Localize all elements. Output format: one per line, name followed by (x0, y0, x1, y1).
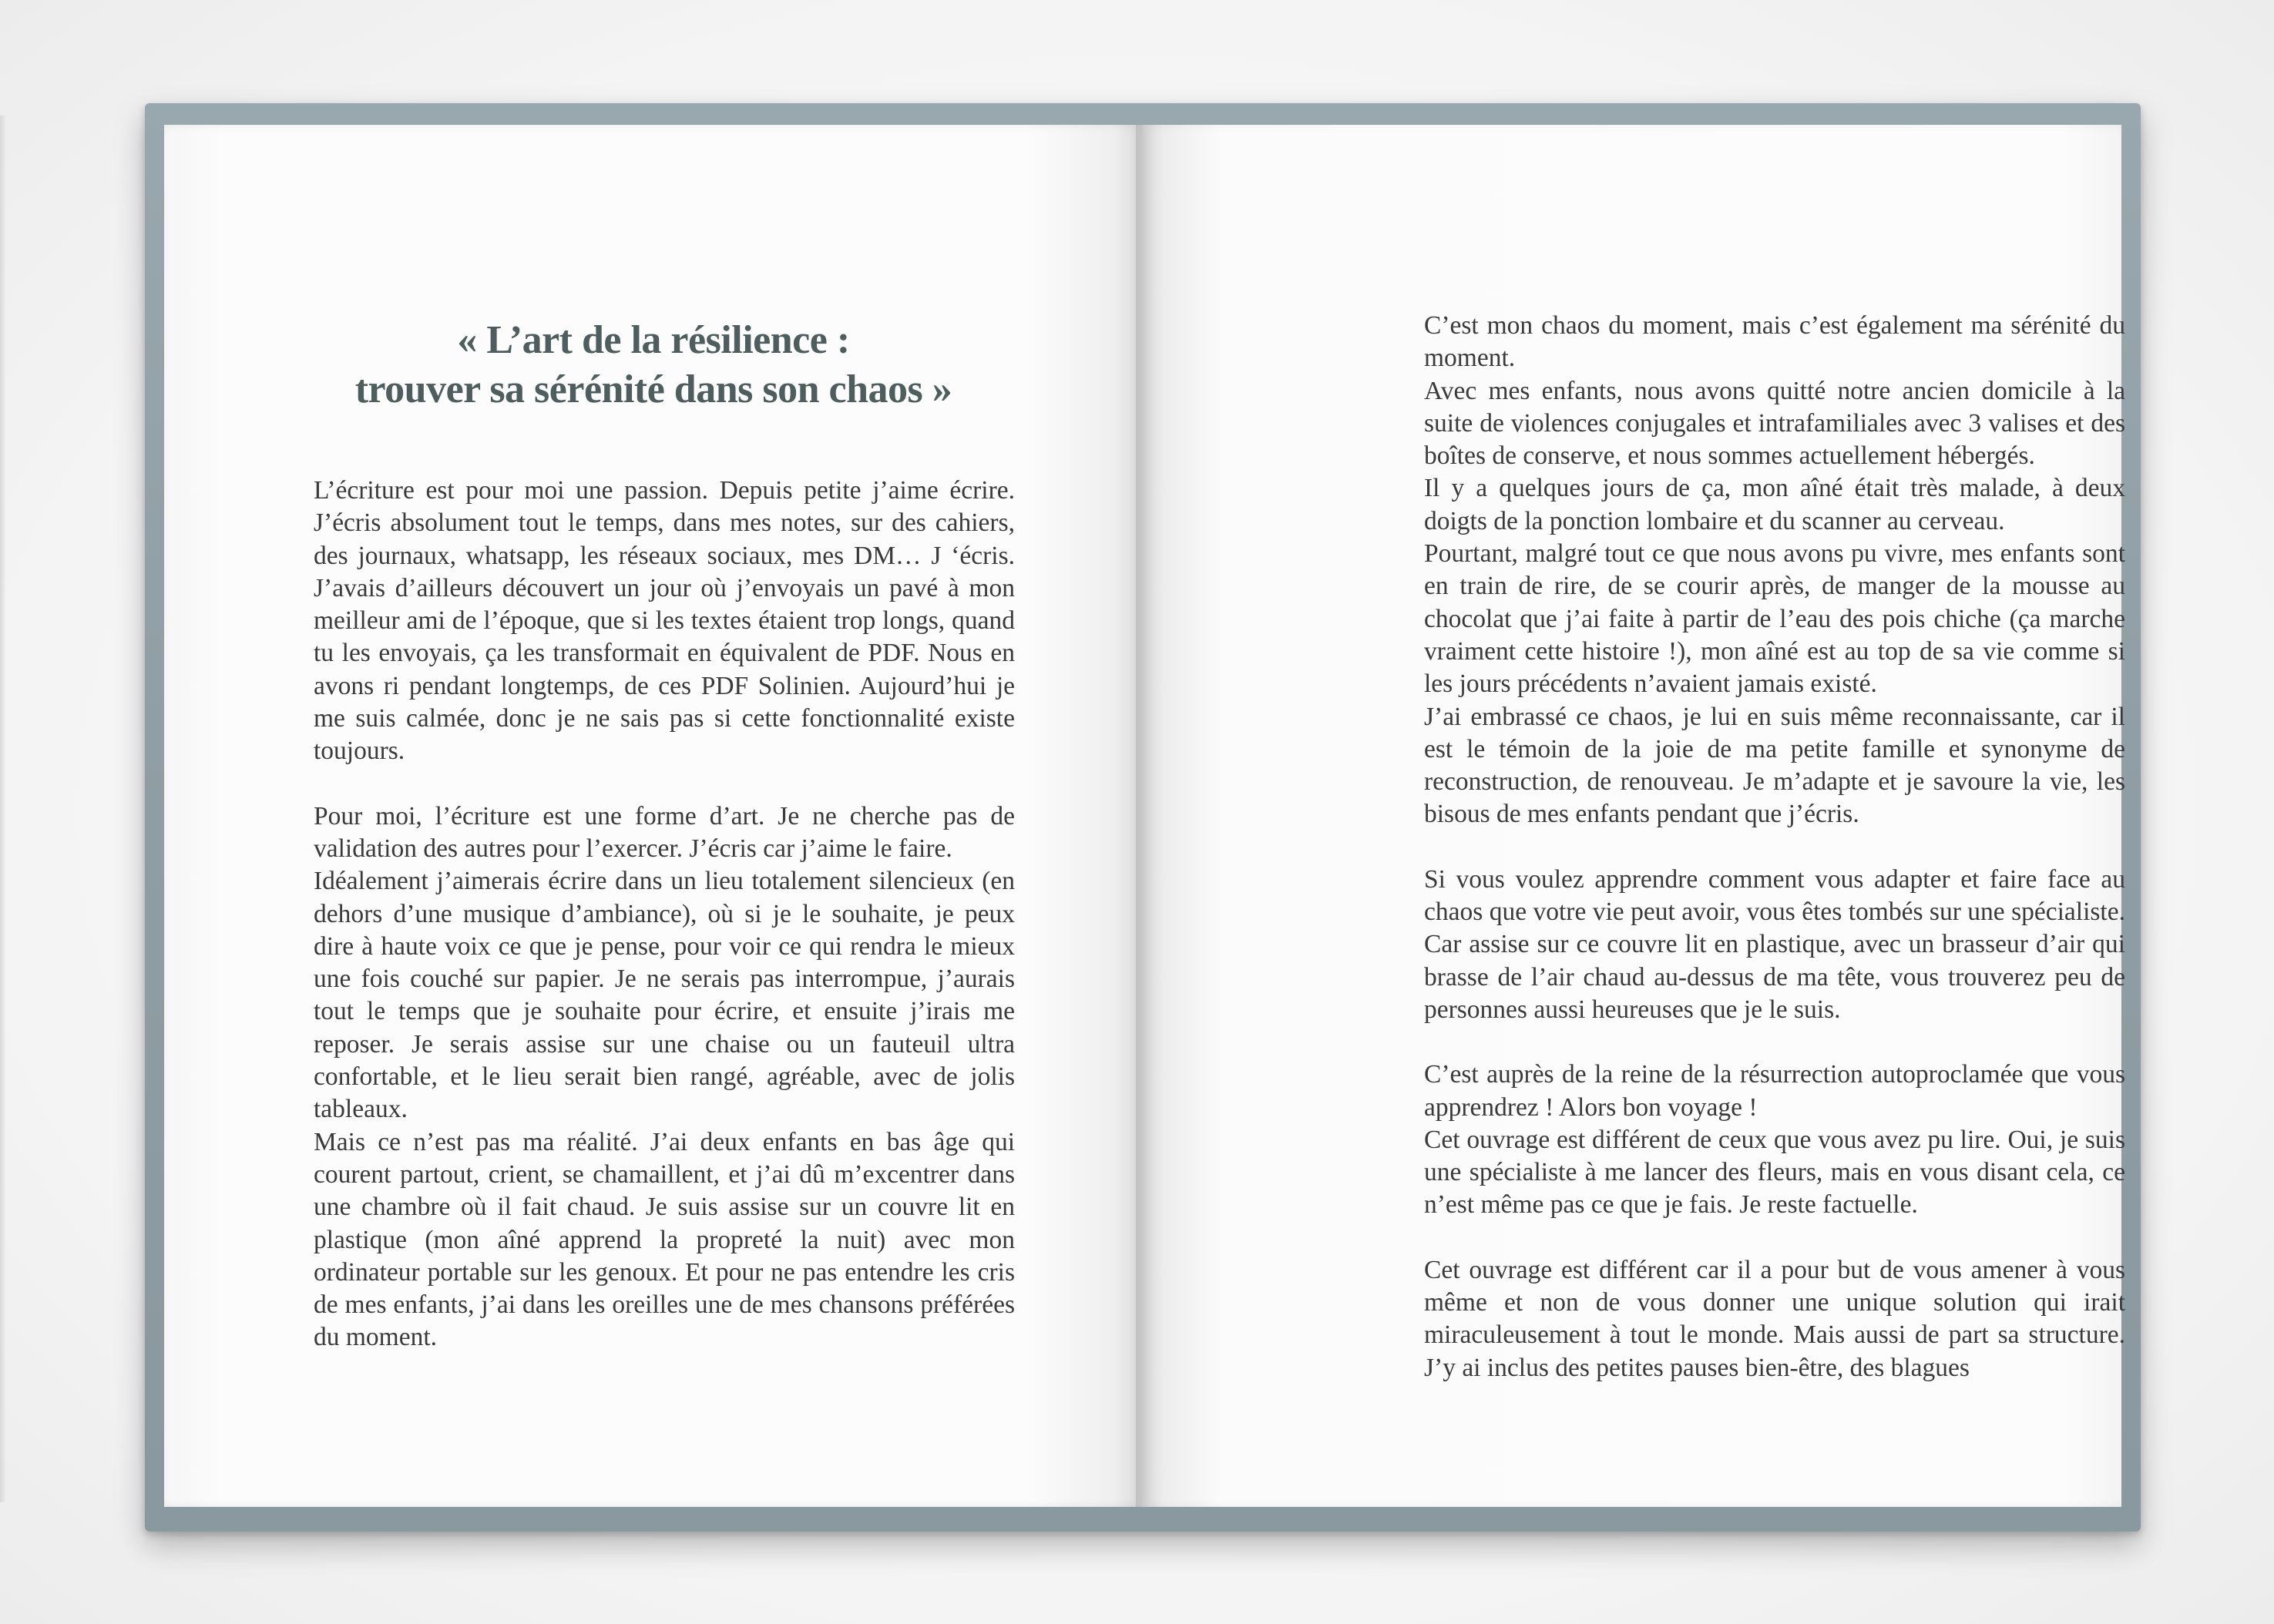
book-cover (145, 103, 2141, 1532)
paragraph-gap (314, 768, 1015, 800)
right-page-body (1424, 310, 2125, 1384)
chapter-title-line-2: trouver sa sérénité dans son chaos » (354, 367, 952, 411)
body-paragraph: Pour moi, l’écriture est une forme d’art. Je ne cherche pas de validation des autres pour l’exercer. J’écris car j’aime le faire. (314, 801, 1015, 863)
left-page (164, 125, 1143, 1507)
chapter-title (164, 316, 1143, 414)
adjacent-book-edge (0, 116, 6, 1502)
body-paragraph: C’est auprès de la reine de la résurrection autoproclamée que vous apprendrez ! Alors bon voyage ! (1424, 1060, 2125, 1122)
chapter-title-line-1: « L’art de la résilience : (457, 318, 850, 362)
body-paragraph: J’ai embrassé ce chaos, je lui en suis même reconnaissante, car il est le témoin de la joie de ma petite famille et synonyme de reconstruction, de renouveau. Je m’adapte et je savoure la vie, les bisous de mes enfants pendant que j’écris. (1424, 702, 2125, 829)
body-paragraph: Il y a quelques jours de ça, mon aîné était très malade, à deux doigts de la ponction lombaire et du scanner au cerveau. (1424, 474, 2125, 535)
body-paragraph: Si vous voulez apprendre comment vous adapter et faire face au chaos que votre vie peut avoir, vous êtes tombés sur une spécialiste. Car assise sur ce couvre lit en plastique, avec un brasseur d’air qui brasse de l’air chaud au-dessus de ma tête, vous trouverez peu de personnes aussi heureuses que je le suis. (1424, 864, 2125, 1024)
right-page (1143, 125, 2125, 1507)
paragraph-gap (1424, 1222, 2125, 1254)
body-paragraph: Cet ouvrage est différent de ceux que vous avez pu lire. Oui, je suis une spécialiste à me lancer des fleurs, mais en vous disant cela, ce n’est même pas ce que je fais. Je reste factuelle. (1424, 1125, 2125, 1220)
body-paragraph: C’est mon chaos du moment, mais c’est également ma sérénité du moment. (1424, 311, 2125, 373)
body-paragraph: Idéalement j’aimerais écrire dans un lieu totalement silencieux (en dehors d’une musique d’ambiance), où si je le souhaite, je peux dire à haute voix ce que je pense, pour voir ce qui rendra le mieux une fois couché sur papier. Je ne serais pas interrompue, j’aurais tout le temps que je souhaite pour écrire, et ensuite j’irais me reposer. Je serais assise sur une chaise ou un fauteuil ultra confortable, et le lieu serait bien rangé, agréable, avec de jolis tableaux. (314, 867, 1015, 1124)
left-page-body (314, 475, 1015, 1354)
body-paragraph: L’écriture est pour moi une passion. Depuis petite j’aime écrire. J’écris absolument tout le temps, dans mes notes, sur des cahiers, des journaux, whatsapp, les réseaux sociaux, mes DM… J ‘écris. J’avais d’ailleurs découvert un jour où j’envoyais un pavé à mon meilleur ami de l’époque, que si les textes étaient trop longs, quand tu les envoyais, ça les transformait en équivalent de PDF. Nous en avons ri pendant longtemps, de ces PDF Solinien. Aujourd’hui je me suis calmée, donc je ne sais pas si cette fonctionnalité existe toujours. (314, 476, 1015, 766)
body-paragraph: Avec mes enfants, nous avons quitté notre ancien domicile à la suite de violences conjugales et intrafamiliales avec 3 valises et des boîtes de conserve, et nous sommes actuellement hébergés. (1424, 376, 2125, 471)
body-paragraph: Pourtant, malgré tout ce que nous avons pu vivre, mes enfants sont en train de rire, de se courir après, de manger de la mousse au chocolat que j’ai faite à partir de l’eau des pois chiche (ça marche vraiment cette histoire !), mon aîné est au top de sa vie comme si les jours précédents n’avaient jamais existé. (1424, 539, 2125, 699)
body-paragraph: Mais ce n’est pas ma réalité. J’ai deux enfants en bas âge qui courent partout, crient, se chamaillent, et j’ai dû m’excentrer dans une chambre où il fait chaud. Je suis assise sur un couvre lit en plastique (mon aîné apprend la propreté la nuit) avec mon ordinateur portable sur les genoux. Et pour ne pas entendre les cris de mes enfants, j’ai dans les oreilles une de mes chansons préférées du moment. (314, 1127, 1015, 1352)
paragraph-gap (1424, 1026, 2125, 1059)
paragraph-gap (1424, 831, 2125, 864)
body-paragraph: Cet ouvrage est différent car il a pour but de vous amener à vous même et non de vous donner une unique solution qui irait miraculeusement à tout le monde. Mais aussi de part sa structure. J’y ai inclus des petites pauses bien-être, des blagues (1424, 1255, 2125, 1382)
